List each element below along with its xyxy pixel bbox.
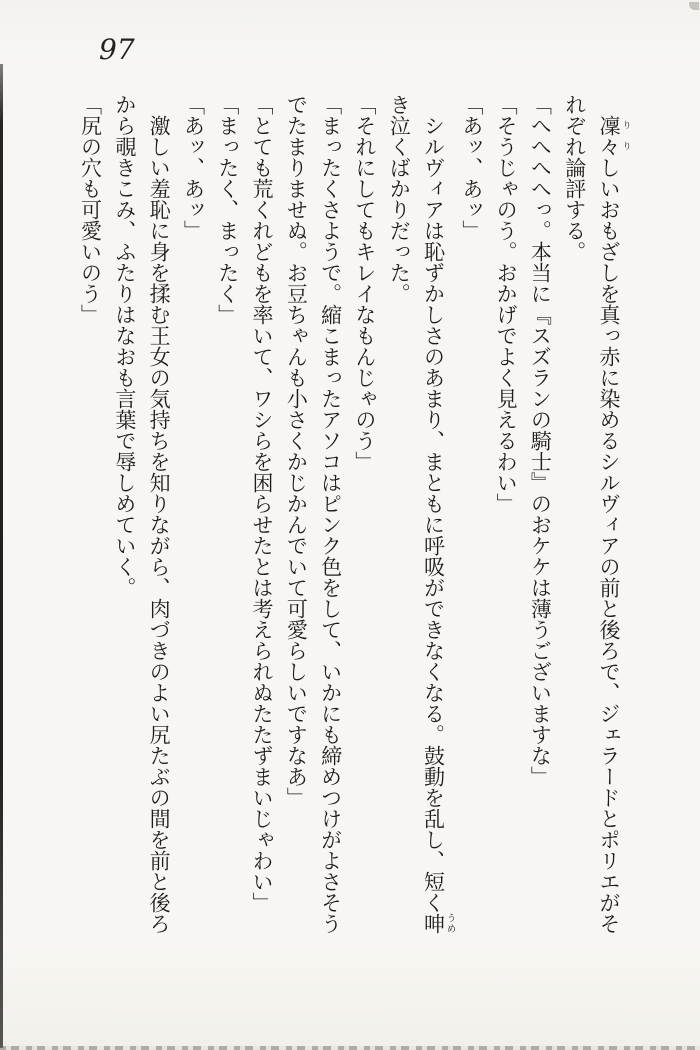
page-left-edge-line xyxy=(0,64,3,1048)
paragraph: 「とても荒くれどもを率いて、ワシらを困らせたとは考えられぬたたずまいじゃわい」 xyxy=(250,94,275,913)
paragraph: 「へへへへっ。本当に『スズランの騎士』のおケケは薄うございますな」 xyxy=(528,94,553,787)
text-body xyxy=(73,94,630,936)
paragraph: 「それにしてもキレイなもんじゃのう」 xyxy=(352,94,377,472)
paragraph: シルヴィアは恥ずかしさのあまり、まともに呼吸ができなくなる。鼓動を乱し、短く呻 うめき泣くばかりだった。 xyxy=(387,94,455,934)
scan-corner-mark xyxy=(689,2,699,10)
furigana-text: りり xyxy=(620,115,630,157)
furigana-text: うめ xyxy=(444,913,455,934)
paragraph: 凜々 りりしいおもざしを真っ赤に染めるシルヴィアの前と後ろで、ジェラードとポリエがそれぞれ論評する。 xyxy=(562,94,630,934)
furigana-ruby: 呻 うめ xyxy=(421,913,455,934)
paragraph: 「まったくさようで。縮こまったアソコはピンク色をして、いかにも締めつけがよさそうでたまりませぬ。お豆ちゃんも小さくかじかんでいて可愛らしいですなあ」 xyxy=(284,94,343,934)
paragraph: 「あッ、あッ」 xyxy=(459,94,484,241)
paragraph: 「尻の穴も可愛いのう」 xyxy=(78,94,103,325)
paragraph: 「あッ、あッ」 xyxy=(181,94,206,241)
paragraph: 激しい羞恥に身を揉む王女の気持ちを知りながら、肉づきのよい尻たぶの間を前と後ろから覗きこみ、ふたりはなおも言葉で辱しめていく。 xyxy=(112,94,172,934)
paragraph: 「そうじゃのう。おかげでよく見えるわい」 xyxy=(494,94,519,514)
page-number: 97 xyxy=(99,33,135,66)
page-bottom-edge xyxy=(0,1046,700,1050)
furigana-ruby: 凜々 りり xyxy=(597,115,630,157)
paragraph: 「まったく、まったく」 xyxy=(215,94,240,325)
